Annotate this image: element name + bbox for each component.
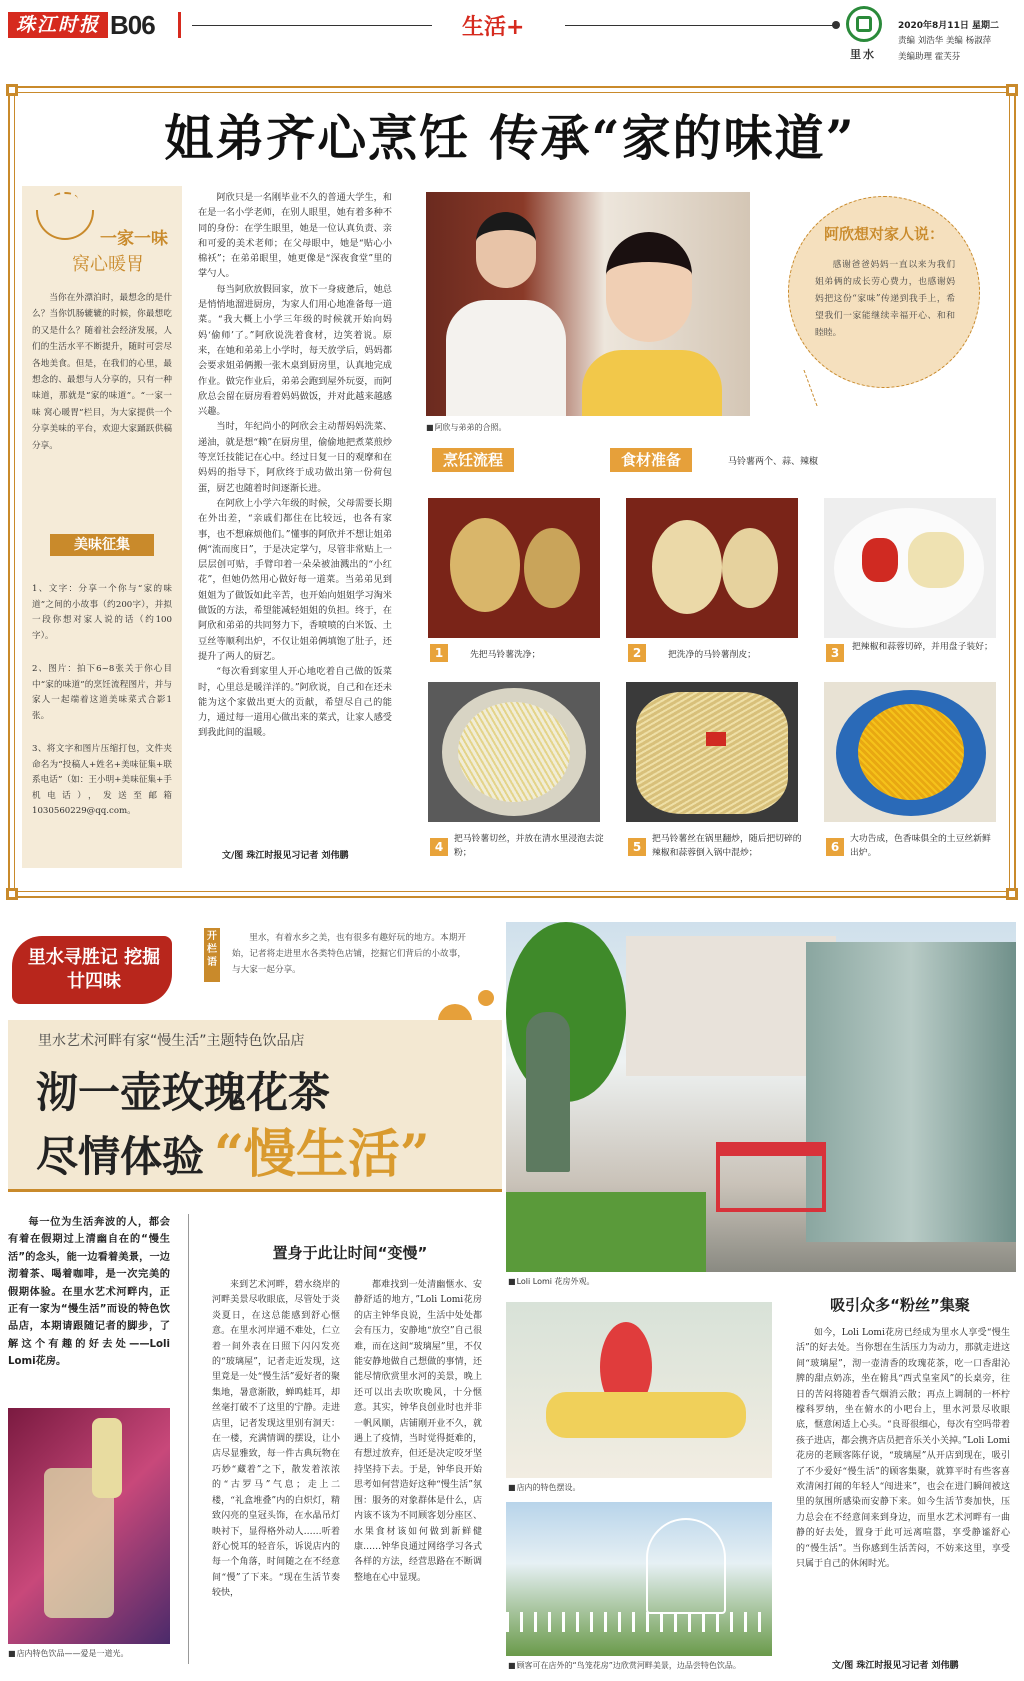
- article2-headline-2a: 尽情体验: [36, 1132, 205, 1181]
- section-title: 生活+: [462, 15, 525, 40]
- rule-3: 3、将文字和图片压缩打包，文件夹命名为“投稿人+姓名+美味征集+联系电话”（如：王小明+美味征集+手机电话），发送至邮箱1030560229@qq.com。: [32, 744, 172, 817]
- person-sister: [576, 232, 726, 416]
- red-chairs: [716, 1142, 826, 1212]
- article2-lead: 每一位为生活奔波的人，都会有着在假期过上清幽自在的“慢生活”的念头，能一边看着美景，一边沏着茶、喝着咖啡，是一次完美的假期体验。在里水艺术河畔内，正正有一家为“慢生活”而设的特色饮品店，本期请跟随记者的脚步，了解这个有趣的好去处——Loli Lomi花房。: [8, 1217, 170, 1368]
- solicit-title: 美味征集: [50, 534, 154, 556]
- glass-house: [806, 942, 1016, 1242]
- step6-text: 大功告成，色香味俱全的土豆丝新鲜出炉。: [850, 834, 991, 858]
- step4-photo: [428, 682, 600, 822]
- deco-circle-small: [478, 990, 494, 1006]
- sidebar-intro: 当你在外漂泊时，最想念的是什么？当你饥肠辘辘的时候，你最想吃的又是什么？随着社会经济发展，人们的生活水平不断提升，随时可尝尽各地美食。但是，在我们的心里，最想念的、最想与人分享的，只有一种味道，那就是“家的味道”。“一家一味 窝心暖胃”栏目，为大家提供一个分享美味的平台，欢迎大家踊跃供稿分享。: [32, 293, 172, 451]
- storefront-caption: ■ Loli Lomi 花房外观。: [508, 1276, 595, 1287]
- rule-1: 1、文字：分享一个你与“家的味道”之间的小故事（约200字），并拟一段你想对家人说的话（约100字）。: [32, 584, 172, 641]
- logo-mark: [856, 16, 872, 32]
- ingredients-label: 食材准备: [610, 448, 692, 472]
- body-para-2: 每当阿欣放假回家，放下一身疲惫后，她总是悄悄地溜进厨房，为家人们用心地准备每一道菜。“我大概上小学三年级的时候就开始向妈妈‘偷师’了。”阿欣说洗着食材，边笑着说。原来，在她和弟弟上小学时，每天放学后，妈妈都会要求姐弟俩搬一张木桌到厨房里，认真地完成作业。做完作业后，弟弟会跑到屋外玩耍，而阿欣总会留在厨房看着妈妈做饭，并对此越来越感兴趣。: [198, 283, 392, 418]
- bottle-shape: [92, 1418, 122, 1498]
- process-label: 烹饪流程: [432, 448, 514, 472]
- article2-body-right: 如今，Loli Lomi花房已经成为里水人享受“慢生活”的好去处。当你想在生活压力为动力，那就走进这间“玻璃屋”，沏一壶清香的玫瑰花茶，吃一口香甜沁脾的甜点奶冻，坐在俯具“西式皇室风”的长桌旁，往日的苦闷将随着香气烟消云散；再点上调制的一杯柠檬科罗纳，坐在俯水的小吧台上，里水河景尽收眼底，惬意闲适上心头。“良哥很细心，每次有空吗带着孩子进店，都会携齐店员把音乐关小关掉。”Loli Lomi花房的老顾客陈仔说，“玻璃屋”从开店到现在，吸引了不少爱好“慢生活”的顾客集聚，就算平时有些客喜欢清闲打闹的年轻人“闯进来”，也会在进门瞬间被这里的氛围所感染而安静下来。如今生活节奏加快，压力总会在不经意间来到身边，而里水艺术河畔有一曲静的好去处，置身于此可远离喧嚣，享受静谧舒心的“慢生活”。当你感到生活苦闷，不妨来这里，享受只属于自己的休闲时光。: [796, 1328, 1010, 1570]
- bowl-icon: [36, 210, 94, 240]
- article2-kicker: 里水艺术河畔有家“慢生活”主题特色饮品店: [38, 1033, 305, 1049]
- decor-photo: [506, 1302, 772, 1478]
- editor-credit: 责编 刘浩华 美编 杨淑萍: [898, 36, 992, 46]
- step2-text: 把洗净的马铃薯削皮；: [668, 650, 756, 660]
- quote-text: 感谢爸爸妈妈一直以来为我们姐弟俩的成长劳心费力，也感谢妈妈把这份“家味”传递到我手上，希望我们一家能继续幸福开心、和和睦睦。: [815, 260, 955, 338]
- step4-text: 把马铃薯切丝，并放在清水里浸泡去淀粉；: [454, 834, 604, 858]
- ingredients-text: 马铃薯两个、蒜、辣椒: [728, 457, 819, 467]
- lishui-logo: [846, 6, 882, 42]
- header-rule-left: [192, 25, 432, 26]
- header-red-bar: [178, 12, 181, 38]
- step2-photo: [626, 498, 798, 638]
- garden-photo: [506, 1502, 772, 1656]
- corner-tl: [6, 84, 18, 96]
- step5-photo: [626, 682, 798, 822]
- column-logo: [12, 928, 182, 1010]
- column-intro: 里水，有着水乡之美，也有很多有趣好玩的地方。本期开始，记者将走进里水各类特色店铺，挖掘它们背后的小故事，与大家一起分享。: [232, 933, 466, 975]
- page-number: B06: [110, 10, 155, 40]
- column-tag: 开栏语: [204, 928, 220, 982]
- header-dot: [832, 21, 840, 29]
- lawn: [506, 1192, 706, 1272]
- step1-photo: [428, 498, 600, 638]
- subhead-fans: 吸引众多“粉丝”集聚: [830, 1296, 970, 1314]
- step3-text: 把辣椒和蒜蓉切碎，并用盘子装好；: [852, 642, 993, 652]
- slogan-line1: 一家一味: [100, 229, 168, 249]
- step4-number: 4: [430, 838, 448, 856]
- step3-photo: [824, 498, 996, 638]
- umbrella: [526, 1012, 570, 1172]
- header-rule-right: [565, 25, 835, 26]
- storefront-photo: [506, 922, 1016, 1272]
- article1-headline: 姐弟齐心烹饪 传承“家的味道”: [164, 109, 856, 167]
- column-name: 里水寻胜记 挖掘廿四味: [27, 947, 161, 992]
- step6-number: 6: [826, 838, 844, 856]
- quote-bubble: [788, 196, 980, 388]
- body-para-3: 当时，年纪尚小的阿欣会主动帮妈妈洗菜、递油，就是想“赖”在厨房里，偷偷地把煮菜煎炒等烹饪技能记在心中。经过日复一日的观摩和在妈妈的指导下，阿欣终于成功做出第一份荷包蛋，厨艺也随着时间逐渐长进。: [198, 421, 392, 494]
- sidebar-panel: [22, 186, 182, 868]
- article2-headline-2b: “慢生活”: [214, 1124, 430, 1185]
- body-para-4: 在阿欣上小学六年级的时候，父母需要长期在外出差，“亲戚们都住在比较远，也各有家事，也不想麻烦他们。”懂事的阿欣并不想让姐弟俩“流而度日”，于是决定掌勺，尽管非常贴上一层层创可贴，手臂印着一朵朵被油溅出的“小红花”，但她仍然用心做好每一道菜。当弟弟见到姐姐为了做饭如此辛苦，也开始向姐姐学习淘米做饭的方法，希望能减轻姐姐的负担。终于，在阿欣和弟弟的共同努力下，香喷喷的白米饭、土豆丝等顺利出炉，不仅让姐弟俩填饱了肚子，还提升了两人的厨艺。: [198, 497, 392, 662]
- step5-number: 5: [628, 838, 646, 856]
- corner-br: [1006, 888, 1018, 900]
- siblings-photo-caption: ■ 阿欣与弟弟的合照。: [426, 422, 507, 433]
- bird-cage: [646, 1518, 726, 1614]
- person-brother: [446, 212, 566, 416]
- rule-2: 2、图片：拍下6~8张关于你心目中“家的味道”的烹饪流程图片，并与家人一起端着这道美味菜式合影1张。: [32, 664, 172, 721]
- divider-vertical: [188, 1214, 189, 1664]
- masthead: [8, 12, 108, 38]
- article2-body-col1: 来到艺术河畔，碧水绕岸的河畔美景尽收眼底，尽管处于炎炎夏日，在这总能感到舒心惬意。在里水河岸通不难处，仁立着一间外表在日照下闪闪发亮的“玻璃屋”，记者走近发现，这里竟是一处“慢生活”爱好者的聚集地，暑意渐散，蝉鸣蛙耳，却丝毫打破不了这里的宁静。走进店里，记者发现这里别有洞天：在一楼，充满情调的摆设，让小店尽显雅致，每一件古典玩物在巧妙“藏着”之下，散发着浓浓的“古罗马”气息；走上二楼，“礼盒堆叠”内的白炽灯，精致闪亮的皇冠头饰，在水晶吊灯映衬下，显得格外动人……听着舒心悦耳的轻音乐，诉说店内的每一个角落，时间随之在不经意间“慢”了下来。“现在生活节奏较快，: [212, 1280, 340, 1599]
- body-para-1: 阿欣只是一名刚毕业不久的普通大学生，和在是一名小学老师，在别人眼里，她有着多种不同的身份：在学生眼里，她是一位认真负责、亲和可爱的美术老师；在父母眼中，她是“贴心小棉袄”；在弟弟眼里，她更像是“深夜食堂”里的掌勺人。: [198, 192, 392, 280]
- body-para-5: “每次看到家里人开心地吃着自己做的饭菜时，心里总是暖洋洋的。”阿欣说，自己和在还未能为这个家做出更大的贡献，希望尽自己的能力，通过每一道用心做出来的菜式，让家人感受到我此间的温暖。: [198, 666, 392, 739]
- drink-photo: [8, 1408, 170, 1644]
- building: [626, 936, 836, 1076]
- fence: [506, 1612, 772, 1632]
- article2-body-col2: 都难找到一处清幽惬水、安静舒适的地方，”Loli Lomi花房的店主钟华良说，生活中处处都会有压力，安静地“放空”自己很难，而在这间“玻璃屋”里，不仅能安静地做自己想做的事情，还能尽情欣赏里水河的美景，晚上还可以出去吹吹晚风，十分惬意。其实，钟华良创业时也并非一帆风顺，店铺刚开业不久，就遇上了疫情，当时觉得挺难的，有想过放弃，但还是决定咬牙坚持坚持下去。于是，钟华良开始思考如何营造好这种“慢生活”氛围：服务的对象群体是什么，店内该不该为不同顾客划分座区、水果食材该如何做到新鲜健康……钟华良通过网络学习各式各样的方法，经营思路在不断调整地在心中显现。: [354, 1280, 482, 1583]
- steam-icon: [52, 192, 78, 206]
- drink-caption: ■ 店内特色饮品——爱是一道光。: [8, 1648, 178, 1659]
- subhead-slow-time: 置身于此让时间“变慢”: [272, 1244, 428, 1262]
- quote-title: 阿欣想对家人说：: [823, 225, 944, 243]
- siblings-photo: [426, 192, 750, 416]
- flower-bed: [546, 1392, 746, 1438]
- slogan-line2: 窝心暖胃: [72, 254, 144, 275]
- issue-date: 2020年8月11日 星期二: [898, 21, 999, 31]
- article1-body: [198, 190, 392, 830]
- article2-byline: 文/图 珠江时报见习记者 刘伟鹏: [832, 1661, 959, 1671]
- decor-caption: ■ 店内的特色摆设。: [508, 1482, 581, 1493]
- corner-tr: [1006, 84, 1018, 96]
- step2-number: 2: [628, 644, 646, 662]
- paper-name: 珠江时报: [15, 14, 100, 36]
- step3-number: 3: [826, 644, 844, 662]
- logo-text: 里水: [850, 48, 876, 61]
- step5-text: 把马铃薯丝在锅里翻炒，随后把切碎的辣椒和蒜蓉倒入锅中混炒；: [652, 834, 802, 858]
- step1-number: 1: [430, 644, 448, 662]
- article1-byline: 文/图 珠江时报见习记者 刘伟鹏: [222, 851, 349, 861]
- step1-text: 先把马铃薯洗净；: [470, 650, 541, 660]
- corner-bl: [6, 888, 18, 900]
- step6-photo: [824, 682, 996, 822]
- article2-headline-1: 沏一壶玫瑰花茶: [36, 1068, 331, 1117]
- assistant-credit: 美编助理 霍芙芬: [898, 52, 961, 62]
- garden-caption: ■ 顾客可在店外的“鸟笼花房”边欣赏河畔美景，边品尝特色饮品。: [508, 1660, 788, 1671]
